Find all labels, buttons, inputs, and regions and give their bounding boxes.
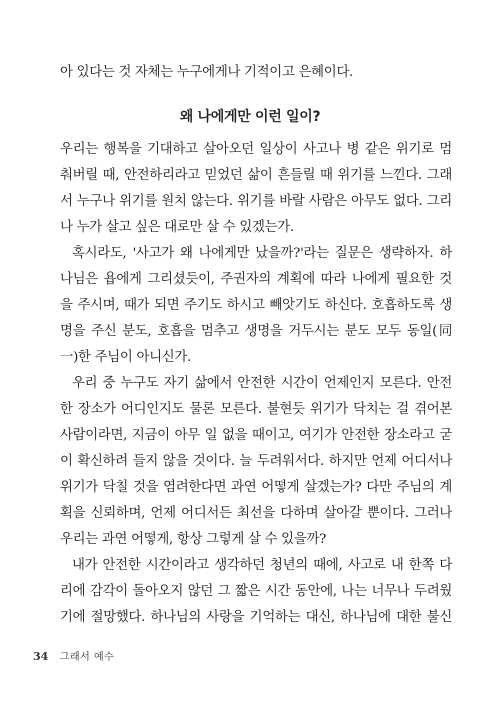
paragraph-2-line-3: 을 주시며, 때가 되면 주기도 하시고 빼앗기도 하신다. 호흡하도록 생 xyxy=(60,298,452,313)
paragraph-1-line-4: 나 누가 살고 싶은 대로만 살 수 있겠는가. xyxy=(60,220,294,235)
paragraph-1-line-1: 우리는 행복을 기대하고 살아오던 일상이 사고나 병 같은 위기로 멈 xyxy=(60,142,452,157)
running-book-title: 그래서 예수 xyxy=(59,652,115,663)
paragraph-3-line-7: 우리는 과연 어떻게, 항상 그렇게 살 수 있을까? xyxy=(60,532,326,547)
paragraph-1-line-3: 서 누구나 위기를 원치 않는다. 위기를 바랄 사람은 아무도 없다. 그리 xyxy=(60,194,452,209)
paragraph-4-line-3: 기에 절망했다. 하나님의 사랑을 기억하는 대신, 하나님에 대한 불신 xyxy=(60,610,452,625)
paragraph-3-line-4: 이 확신하려 들지 않을 것이다. 늘 두려워서다. 하지만 언제 어디서나 xyxy=(60,454,452,469)
paragraph-2-line-2: 나님은 욥에게 그리셨듯이, 주권자의 계획에 따라 나에게 필요한 것 xyxy=(60,272,452,287)
paragraph-4-line-1: 내가 안전한 시간이라고 생각하던 청년의 때에, 사고로 내 한쪽 다 xyxy=(72,558,452,573)
opening-line: 아 있다는 것 자체는 누구에게나 기적이고 은혜이다. xyxy=(60,65,354,80)
section-heading: 왜 나에게만 이런 일이? xyxy=(179,109,321,125)
paragraph-3-line-6: 획을 신뢰하며, 언제 어디서든 최선을 다하며 살아갈 뿐이다. 그러나 xyxy=(60,506,452,521)
paragraph-1-line-2: 춰버릴 때, 안전하리라고 믿었던 삶이 흔들릴 때 위기를 느낀다. 그래 xyxy=(60,168,452,183)
paragraph-2-line-4: 명을 주신 분도, 호흡을 멈추고 생명을 거두시는 분도 모두 동일(同 xyxy=(60,324,452,339)
paragraph-3-line-5: 위기가 닥칠 것을 염려한다면 과연 어떻게 살겠는가? 다만 주님의 계 xyxy=(60,480,452,495)
page-number: 34 xyxy=(33,650,49,663)
paragraph-2-line-1: 혹시라도, '사고가 왜 나에게만 났을까?'라는 질문은 생략하자. 하 xyxy=(72,246,452,261)
paragraph-3-line-1: 우리 중 누구도 자기 삶에서 안전한 시간이 언제인지 모른다. 안전 xyxy=(72,376,452,391)
paragraph-4-line-2: 리에 감각이 돌아오지 않던 그 짧은 시간 동안에, 나는 너무나 두려웠 xyxy=(60,584,452,599)
page-footer xyxy=(33,648,114,663)
paragraph-2-line-5: 一)한 주님이 아니신가. xyxy=(60,350,191,365)
paragraph-3-line-3: 사람이라면, 지금이 아무 일 없을 때이고, 여기가 안전한 장소라고 굳 xyxy=(60,428,452,443)
paragraph-3-line-2: 한 장소가 어디인지도 물론 모른다. 불현듯 위기가 닥치는 걸 겪어본 xyxy=(60,402,452,417)
